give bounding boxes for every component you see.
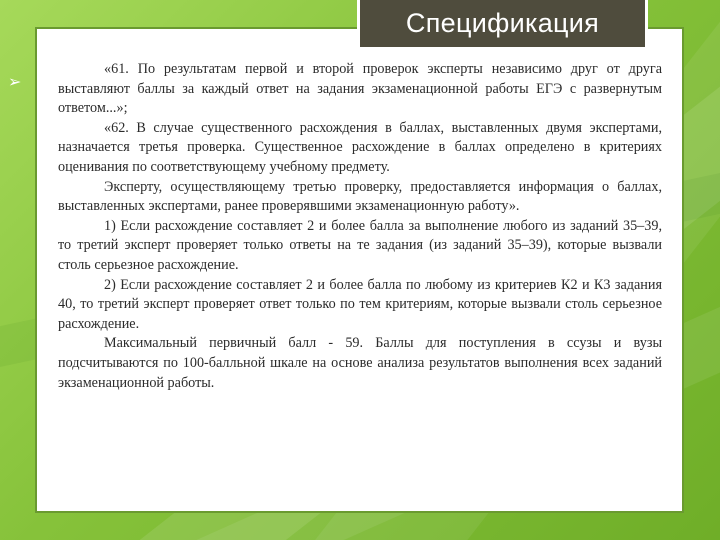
document-paragraph: 1) Если расхождение составляет 2 и более балла за выполнение любого из заданий 35–39, то третий эксперт проверяет только ответы на те задания (из заданий 35–39), которые вызвали столь серьезное расхождение. [58, 217, 662, 273]
document-paragraph: 2) Если расхождение составляет 2 и более балла по любому из критериев К2 и К3 задания 40, то третий эксперт проверяет ответ только по тем критериям, которые вызвали столь серьезное расхождение. [58, 276, 662, 332]
document-text [58, 60, 662, 393]
document-paragraph: «61. По результатам первой и второй проверок эксперты независимо друг от друга выставляют баллы за каждый ответ на задания экзаменационной работы ЕГЭ с развернутым ответом...»; [58, 61, 662, 117]
document-paragraph: Эксперту, осуществляющему третью проверку, предоставляется информация о баллах, выставленных экспертами, ранее проверявшими экзаменационную работу». [58, 178, 662, 215]
document-paragraph: «62. В случае существенного расхождения в баллах, выставленных двумя экспертами, назначается третья проверка. Существенное расхождение в баллах определено в критериях оценивания по соответствующему учебному предмету. [58, 119, 662, 175]
slide-title-tab [357, 0, 648, 50]
document-image-card [35, 27, 684, 513]
slide-title: Спецификация [405, 8, 600, 38]
arrow-bullet-icon: ➢ [8, 72, 22, 91]
document-paragraph: Максимальный первичный балл - 59. Баллы для поступления в ссузы и вузы подсчитываются по 100-балльной шкале на основе анализа результатов выполнения всех заданий экзаменационной работы. [58, 335, 662, 391]
